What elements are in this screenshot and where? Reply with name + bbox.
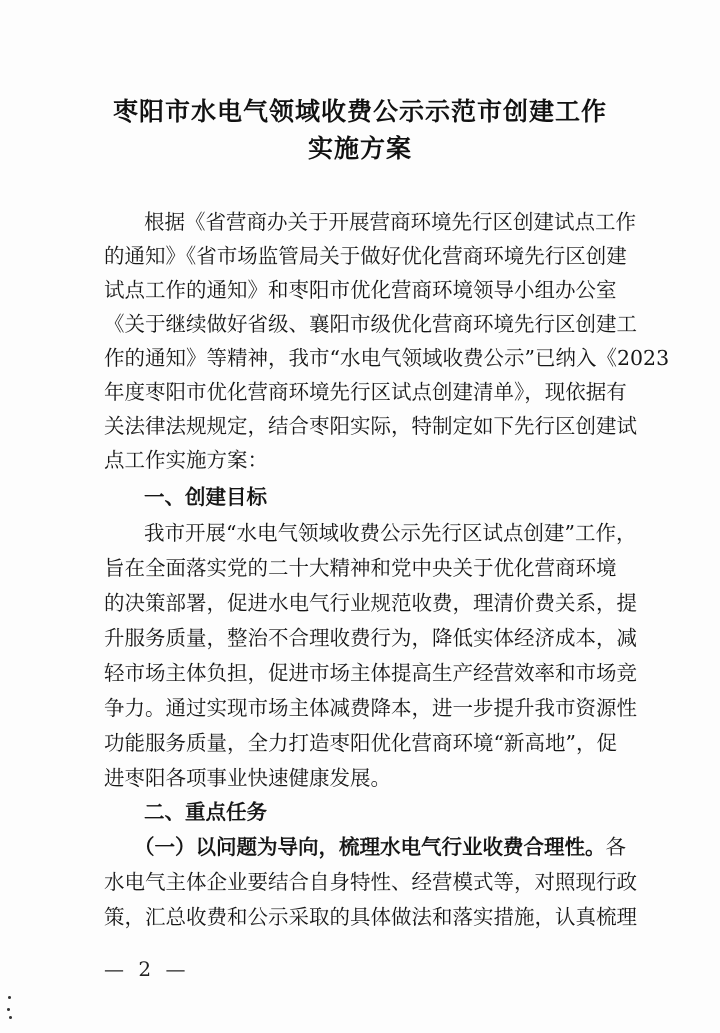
intro-line: 的通知》《省市场监管局关于做好优化营商环境先行区创建 (104, 244, 627, 268)
body-line: 我市开展“水电气领域收费公示先行区试点创建”工作， (144, 521, 637, 545)
intro-line: 作的通知》等精神，我市“水电气领域收费公示”已纳入《2023 (104, 346, 670, 370)
section-heading-goals: 一、创建目标 (144, 485, 267, 509)
task-1-text: 各 (605, 835, 626, 859)
intro-line: 根据《省营商办关于开展营商环境先行区创建试点工作 (144, 210, 636, 234)
body-line: 争力。通过实现市场主体减费降本，进一步提升我市资源性 (104, 696, 637, 720)
intro-line: 关法律法规规定，结合枣阳实际，特制定如下先行区创建试 (104, 414, 637, 438)
body-line: 旨在全面落实党的二十大精神和党中央关于优化营商环境 (104, 556, 617, 580)
body-line: 进枣阳各项事业快速健康发展。 (104, 766, 391, 790)
task-1-line (134, 830, 626, 864)
body-line: 的决策部署，促进水电气行业规范收费，理清价费关系，提 (104, 591, 637, 615)
scan-speck-marks (6, 996, 12, 1026)
body-line: 轻市场主体负担，促进市场主体提高生产经营效率和市场竞 (104, 661, 637, 685)
document-title-line-2: 实施方案 (307, 134, 412, 163)
document-title-line-1: 枣阳市水电气领域收费公示示范市创建工作 (112, 97, 607, 126)
intro-line: 试点工作的通知》和枣阳市优化营商环境领导小组办公室 (104, 278, 617, 302)
body-line: 水电气主体企业要结合自身特性、经营模式等，对照现行政 (104, 870, 637, 894)
body-line: 策，汇总收费和公示采取的具体做法和落实措施，认真梳理 (104, 905, 637, 929)
body-line: 升服务质量，整治不合理收费行为，降低实体经济成本，减 (104, 626, 637, 650)
intro-line: 年度枣阳市优化营商环境先行区试点创建清单》，现依据有 (104, 380, 627, 404)
body-line: 功能服务质量，全力打造枣阳优化营商环境“新高地”，促 (104, 731, 617, 755)
section-heading-tasks: 二、重点任务 (144, 800, 267, 824)
intro-line: 《关于继续做好省级、襄阳市级优化营商环境先行区创建工 (104, 312, 637, 336)
intro-line: 点工作实施方案： (104, 448, 268, 472)
task-1-heading: （一）以问题为导向，梳理水电气行业收费合理性。 (134, 835, 606, 859)
page-number: — 2 — (104, 957, 190, 981)
